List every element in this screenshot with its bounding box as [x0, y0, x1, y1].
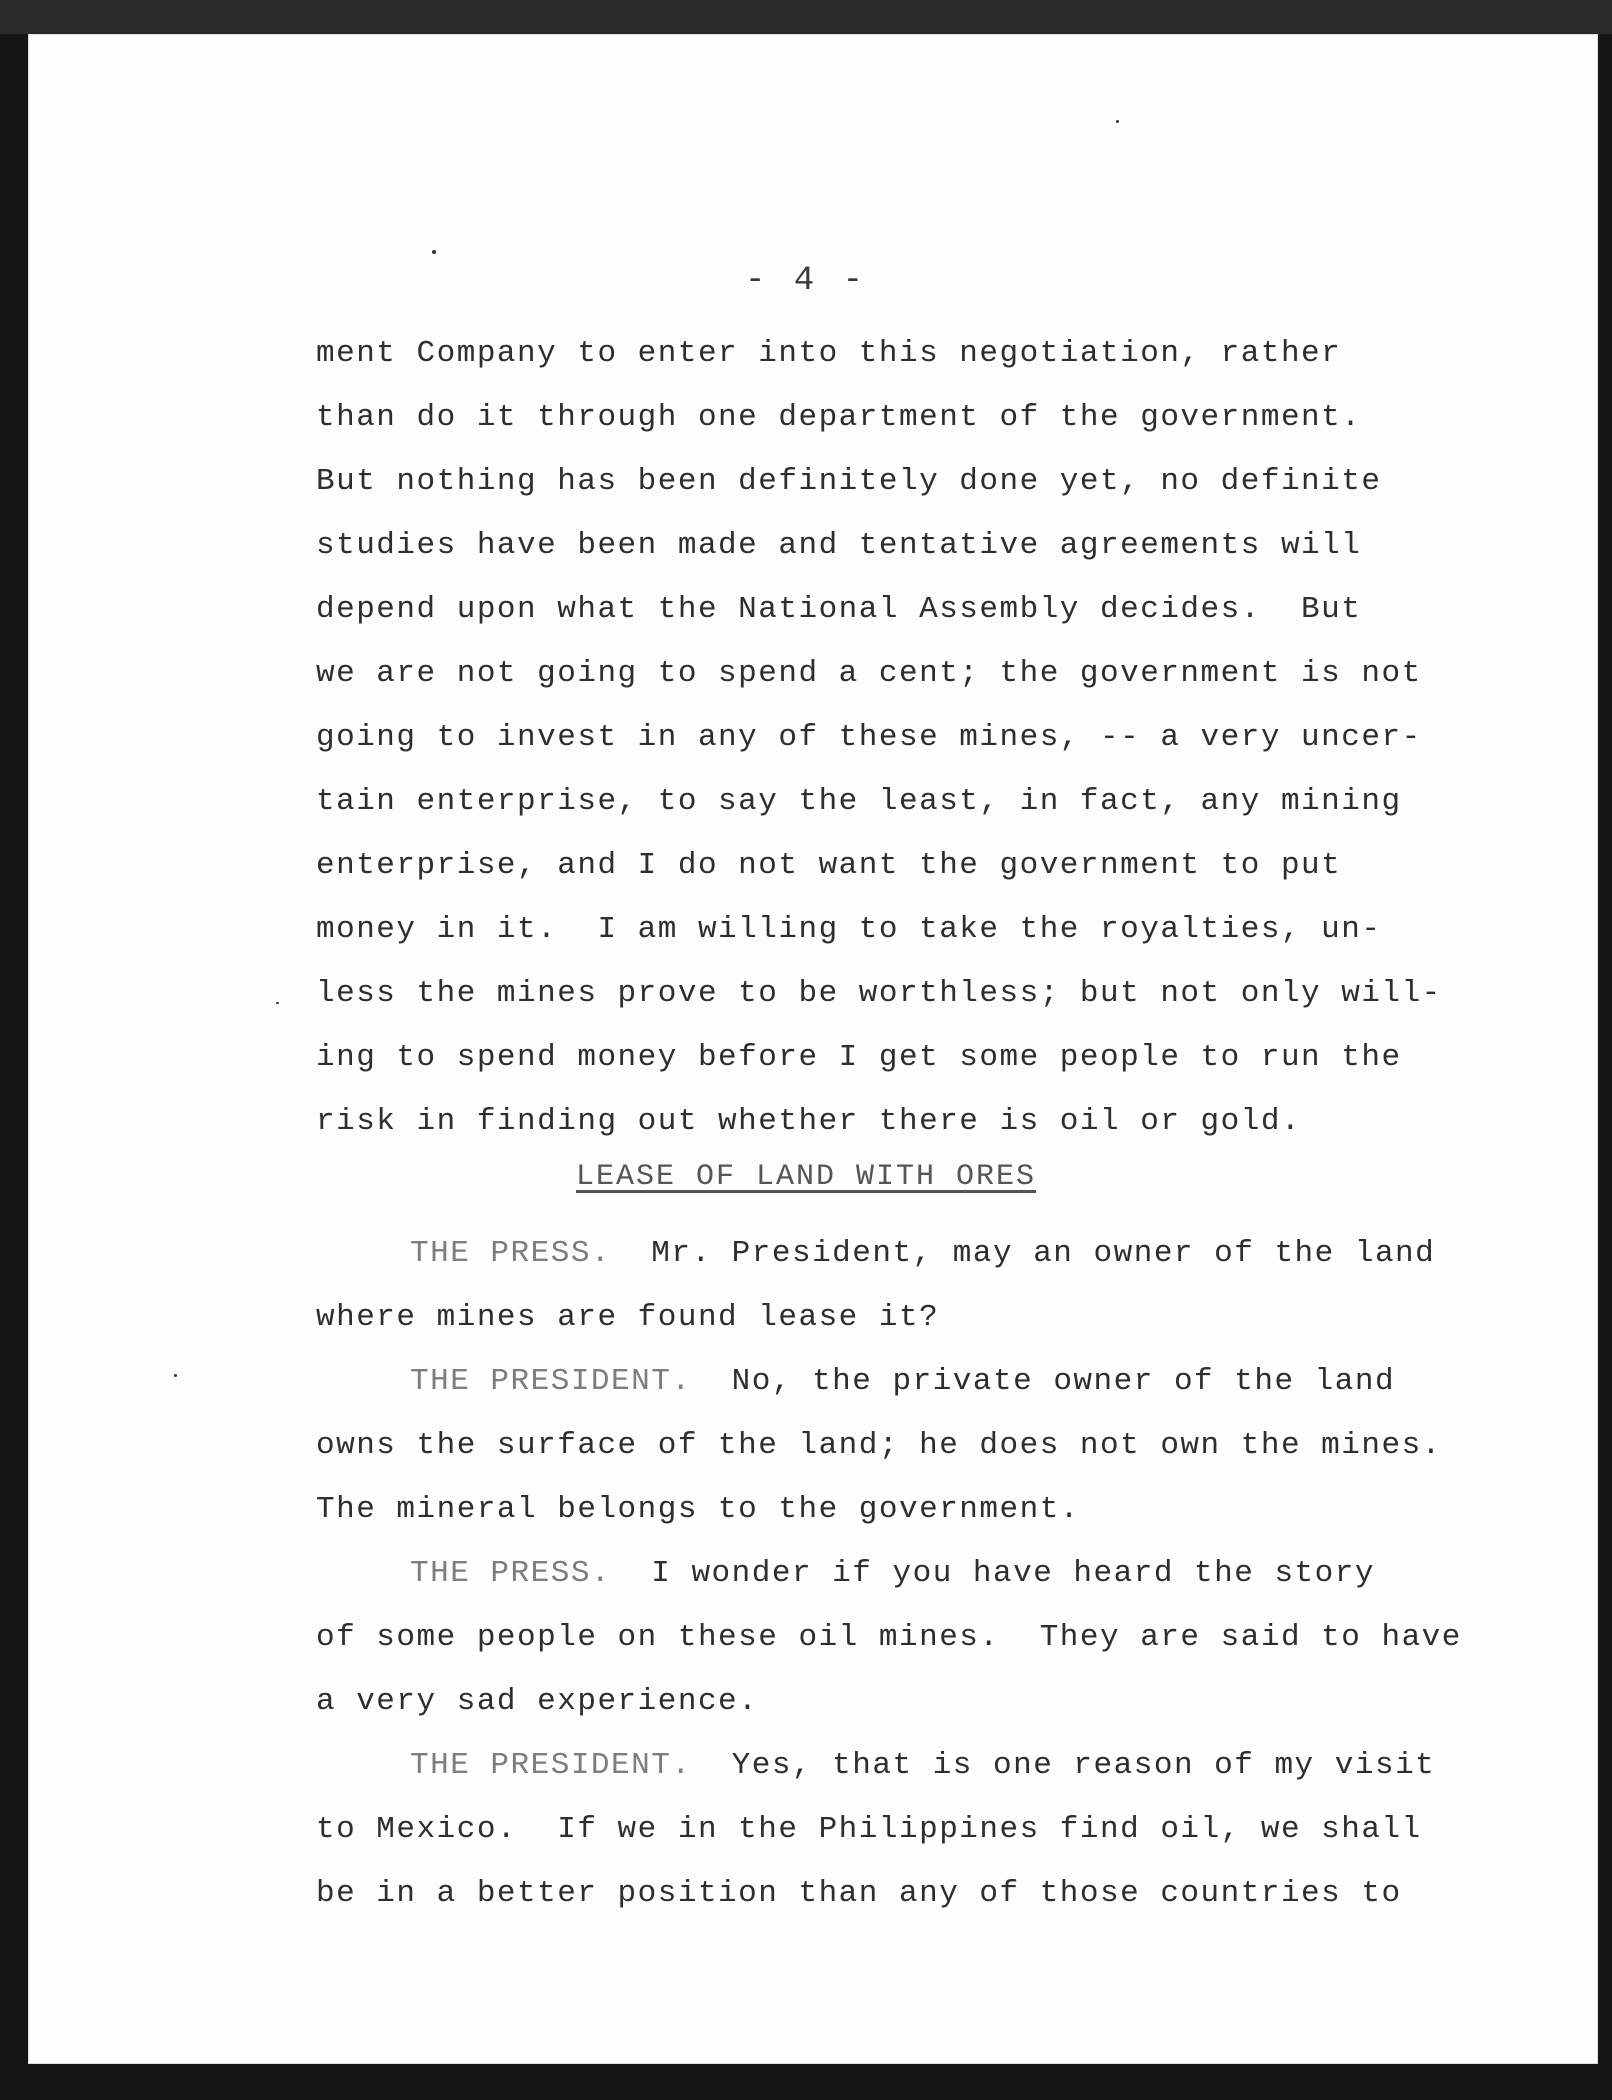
text-line: enterprise, and I do not want the government to put — [316, 848, 1342, 883]
speaker-label: THE PRESS. — [410, 1556, 612, 1591]
text-line: going to invest in any of these mines, -- a very uncer- — [316, 720, 1422, 755]
paper-speck — [432, 250, 436, 254]
text-line: owns the surface of the land; he does not own the mines. — [316, 1428, 1442, 1463]
text-line: studies have been made and tentative agreements will — [316, 528, 1362, 563]
text-line: tain enterprise, to say the least, in fact, any mining — [316, 784, 1402, 819]
text-line: depend upon what the National Assembly decides. But — [316, 592, 1362, 627]
dialogue-block — [316, 1222, 1462, 1926]
text-line: less the mines prove to be worthless; but not only will- — [316, 976, 1442, 1011]
paper-speck — [276, 1002, 279, 1004]
section-heading-text: LEASE OF LAND WITH ORES — [575, 1160, 1037, 1194]
speaker-label: THE PRESIDENT. — [410, 1748, 692, 1783]
text-line: to Mexico. If we in the Philippines find oil, we shall — [316, 1812, 1422, 1847]
text-line: where mines are found lease it? — [316, 1300, 940, 1335]
dialogue-text: Yes, that is one reason of my visit — [731, 1748, 1436, 1783]
text-line: of some people on these oil mines. They are said to have — [316, 1620, 1462, 1655]
paper-speck — [1116, 120, 1119, 123]
speaker-label: THE PRESS. — [410, 1236, 612, 1271]
dialogue-line — [316, 1542, 1446, 1606]
dialogue-text: Mr. President, may an owner of the land — [651, 1236, 1436, 1271]
text-line: ment Company to enter into this negotiation, rather — [316, 336, 1342, 371]
text-line: we are not going to spend a cent; the government is not — [316, 656, 1422, 691]
section-heading — [0, 1160, 1612, 1194]
dialogue-text: I wonder if you have heard the story — [651, 1556, 1375, 1591]
text-line: The mineral belongs to the government. — [316, 1492, 1080, 1527]
text-line: a very sad experience. — [316, 1684, 759, 1719]
page-number: - 4 - — [744, 262, 868, 300]
text-line: risk in finding out whether there is oil or gold. — [316, 1104, 1302, 1139]
scan-border — [0, 0, 1612, 34]
text-line: be in a better position than any of those countries to — [316, 1876, 1402, 1911]
text-line: But nothing has been definitely done yet, no definite — [316, 464, 1382, 499]
dialogue-line — [316, 1350, 1446, 1414]
dialogue-line — [316, 1222, 1446, 1286]
dialogue-text: No, the private owner of the land — [731, 1364, 1396, 1399]
text-line: money in it. I am willing to take the royalties, un- — [316, 912, 1382, 947]
text-line: ing to spend money before I get some people to run the — [316, 1040, 1402, 1075]
text-line: than do it through one department of the government. — [316, 400, 1362, 435]
paragraph-block — [316, 322, 1446, 1154]
dialogue-line — [316, 1734, 1446, 1798]
paper-speck — [174, 1374, 177, 1377]
speaker-label: THE PRESIDENT. — [410, 1364, 692, 1399]
